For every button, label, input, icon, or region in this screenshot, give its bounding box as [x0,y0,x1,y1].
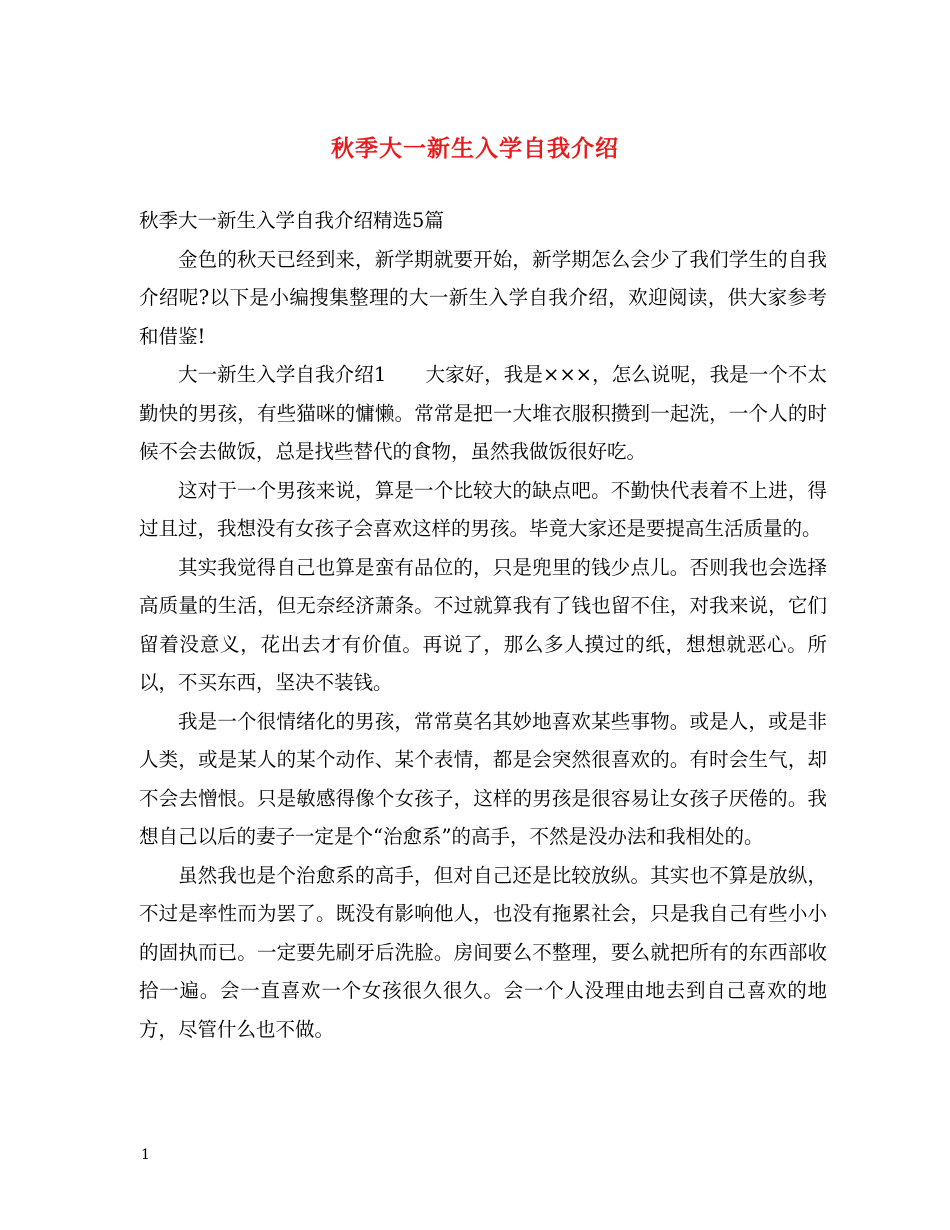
document-title: 秋季大一新生入学自我介绍 [331,135,619,162]
paragraph: 其实我觉得自己也算是蛮有品位的，只是兜里的钱少点儿。否则我也会选择高质量的生活，但无奈经济萧条。不过就算我有了钱也留不住，对我来说，它们留着没意义，花出去才有价值。再说了，那么多人摸过的纸，想想就恶心。所以，不买东西，坚决不装钱。 [139,555,827,694]
paragraph: 虽然我也是个治愈系的高手，但对自己还是比较放纵。其实也不算是放纵，不过是率性而为罢了。既没有影响他人，也没有拖累社会，只是我自己有些小小的固执而已。一定要先刷牙后洗脸。房间要么不整理，要么就把所有的东西部收拾一遍。会一直喜欢一个女孩很久很久。会一个人没理由地去到自己喜欢的地方，尽管什么也不做。 [139,863,827,1041]
document-body [139,202,827,1049]
paragraph: 我是一个很情绪化的男孩，常常莫名其妙地喜欢某些事物。或是人，或是非人类，或是某人的某个动作、某个表情，都是会突然很喜欢的。有时会生气，却不会去憎恨。只是敏感得像个女孩子，这样的男孩是很容易让女孩子厌倦的。我想自己以后的妻子一定是个“治愈系”的高手，不然是没办法和我相处的。 [139,709,827,848]
document-subtitle: 秋季大一新生入学自我介绍精选5篇 [139,209,444,232]
paragraph: 大一新生入学自我介绍1 大家好，我是×××，怎么说呢，我是一个不太勤快的男孩，有些猫咪的慵懒。常常是把一大堆衣服积攒到一起洗，一个人的时候不会去做饭，总是找些替代的食物，虽然我做饭很好吃。 [139,363,827,463]
paragraph: 金色的秋天已经到来，新学期就要开始，新学期怎么会少了我们学生的自我介绍呢?以下是小编搜集整理的大一新生入学自我介绍，欢迎阅读，供大家参考和借鉴! [139,247,827,348]
page-number: 1 [141,1147,150,1163]
paragraph: 这对于一个男孩来说，算是一个比较大的缺点吧。不勤快代表着不上进，得过且过，我想没有女孩子会喜欢这样的男孩。毕竟大家还是要提高生活质量的。 [139,478,827,540]
